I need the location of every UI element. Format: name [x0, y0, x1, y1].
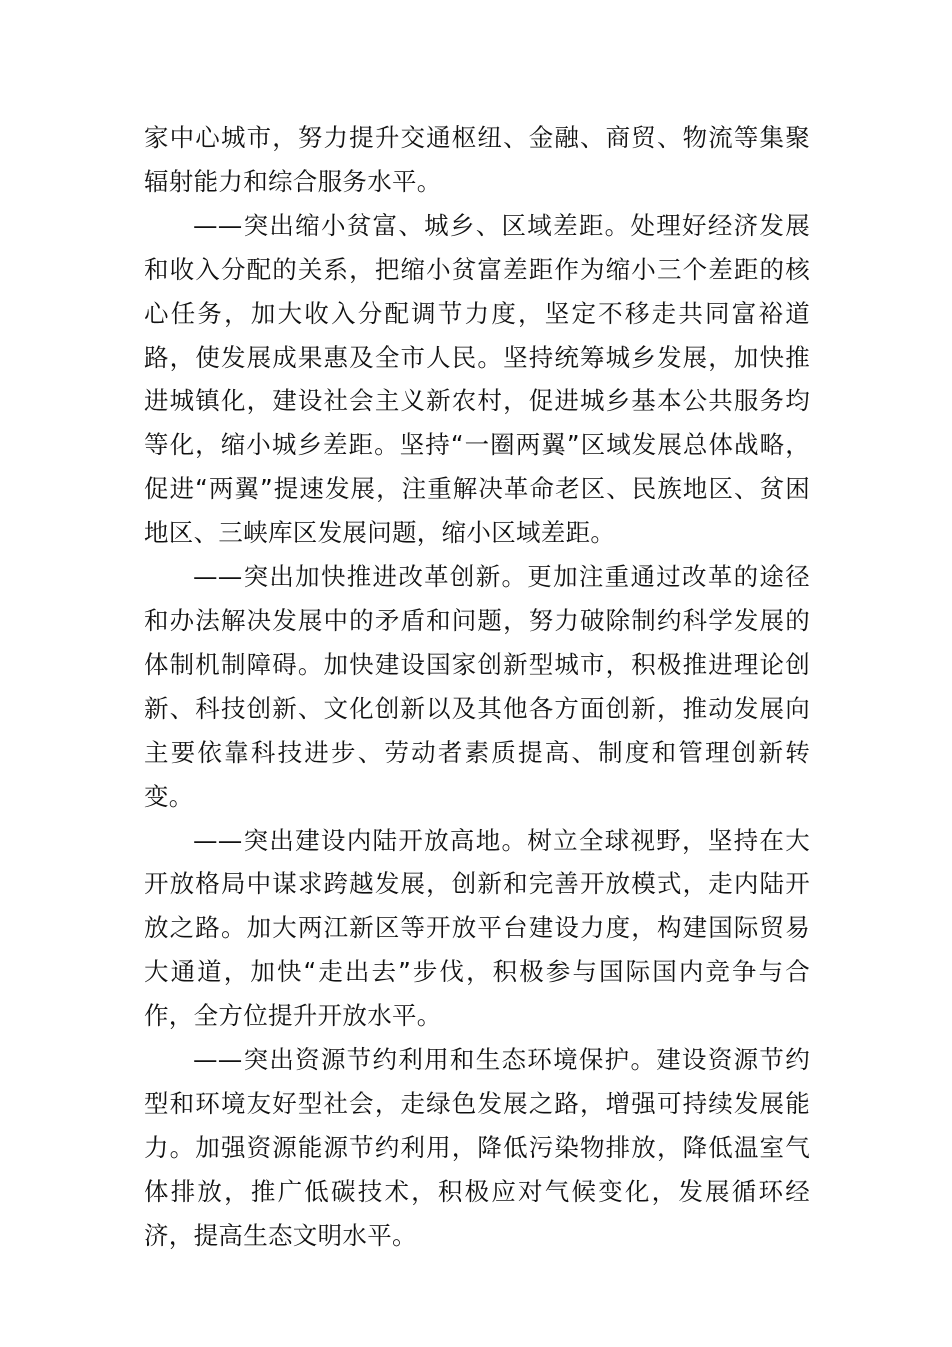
paragraph-continuation: 家中心城市，努力提升交通枢纽、金融、商贸、物流等集聚辐射能力和综合服务水平。 [144, 123, 810, 196]
paragraph-narrow-gaps: ——突出缩小贫富、城乡、区域差距。处理好经济发展和收入分配的关系，把缩小贫富差距作为缩小三个差距的核心任务，加大收入分配调节力度，坚定不移走共同富裕道路，使发展成果惠及全市人民。坚持统筹城乡发展，加快推进城镇化，建设社会主义新农村，促进城乡基本公共服务均等化，缩小城乡差距。坚持“一圈两翼”区域发展总体战略，促进“两翼”提速发展，注重解决革命老区、民族地区、贫困地区、三峡库区发展问题，缩小区域差距。 [144, 210, 810, 548]
paragraph-inland-opening: ——突出建设内陆开放高地。树立全球视野，坚持在大开放格局中谋求跨越发展，创新和完善开放模式，走内陆开放之路。加大两江新区等开放平台建设力度，构建国际贸易大通道，加快“走出去”步伐，积极参与国际国内竞争与合作，全方位提升开放水平。 [144, 825, 810, 1031]
paragraph-resource-ecology: ——突出资源节约利用和生态环境保护。建设资源节约型和环境友好型社会，走绿色发展之路，增强可持续发展能力。加强资源能源节约利用，降低污染物排放，降低温室气体排放，推广低碳技术，积极应对气候变化，发展循环经济，提高生态文明水平。 [144, 1045, 810, 1250]
document-body [144, 116, 810, 1258]
paragraph-reform-innovation: ——突出加快推进改革创新。更加注重通过改革的途径和办法解决发展中的矛盾和问题，努力破除制约科学发展的体制机制障碍。加快建设国家创新型城市，积极推进理论创新、科技创新、文化创新以及其他各方面创新，推动发展向主要依靠科技进步、劳动者素质提高、制度和管理创新转变。 [144, 562, 810, 811]
